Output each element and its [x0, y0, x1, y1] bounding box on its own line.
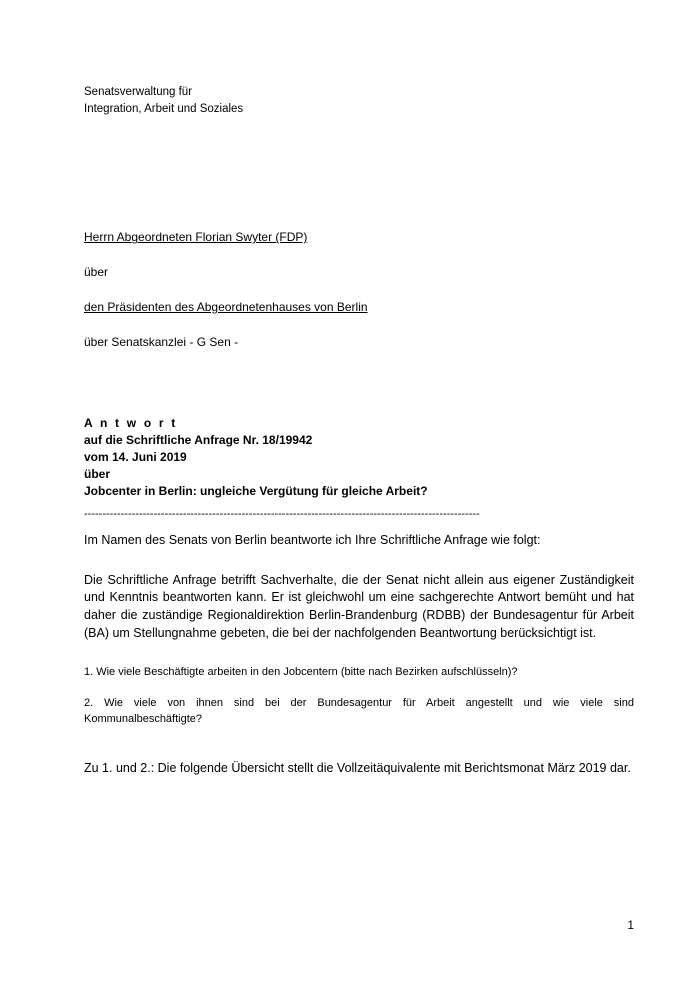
answer-header-line-4: Jobcenter in Berlin: ungleiche Vergütung für gleiche Arbeit?	[84, 483, 428, 498]
addressee-institution-text: den Präsidenten des Abgeordnetenhauses von Berlin	[84, 299, 368, 314]
sender-address	[84, 84, 634, 117]
answer-header-line-1: auf die Schriftliche Anfrage Nr. 18/19942	[84, 432, 313, 447]
context-paragraph: Die Schriftliche Anfrage betrifft Sachverhalte, die der Senat nicht allein aus eigener Zuständigkeit und Kenntnis beantworten kann. Er ist gleichwohl um eine sachgerechte Antwort bemüht und hat daher die zuständige Regionaldirektion Berlin-Brandenburg (RDBB) der Bundesagentur für Arbeit (BA) um Stellungnahme gebeten, die bei der nachfolgenden Beantwortung berücksichtigt ist.	[84, 572, 634, 640]
intro-paragraph: Im Namen des Senats von Berlin beantworte ich Ihre Schriftliche Anfrage wie folgt:	[84, 532, 541, 547]
sender-line-1: Senatsverwaltung für	[84, 86, 193, 98]
sender-line-2: Integration, Arbeit und Soziales	[84, 102, 244, 115]
addressee-block	[84, 229, 634, 350]
answer-header	[84, 415, 634, 500]
answer-paragraph-1-2: Zu 1. und 2.: Die folgende Übersicht stellt die Vollzeitäquivalente mit Berichtsmonat März 2019 dar.	[84, 761, 631, 776]
horizontal-divider: ------------------------------------------------------------------------------------------------------------	[84, 507, 480, 520]
addressee-recipient	[84, 229, 634, 246]
answer-header-line-3: über	[84, 466, 111, 481]
page-number: 1	[627, 918, 634, 932]
addressee-via-1: über	[84, 265, 109, 280]
question-1: 1. Wie viele Beschäftigte arbeiten in den Jobcentern (bitte nach Bezirken aufschlüsseln)?	[84, 665, 518, 678]
addressee-recipient-text: Herrn Abgeordneten Florian Swyter (FDP)	[84, 230, 308, 245]
document-content	[84, 0, 634, 778]
question-2: 2. Wie viele von ihnen sind bei der Bundesagentur für Arbeit angestellt und wie viele sind Kommunalbeschäftigte?	[84, 697, 634, 726]
answer-header-line-2: vom 14. Juni 2019	[84, 449, 187, 464]
addressee-via-2: über Senatskanzlei - G Sen -	[84, 334, 239, 349]
answer-title: A n t w o r t	[84, 415, 178, 430]
addressee-institution	[84, 299, 634, 316]
